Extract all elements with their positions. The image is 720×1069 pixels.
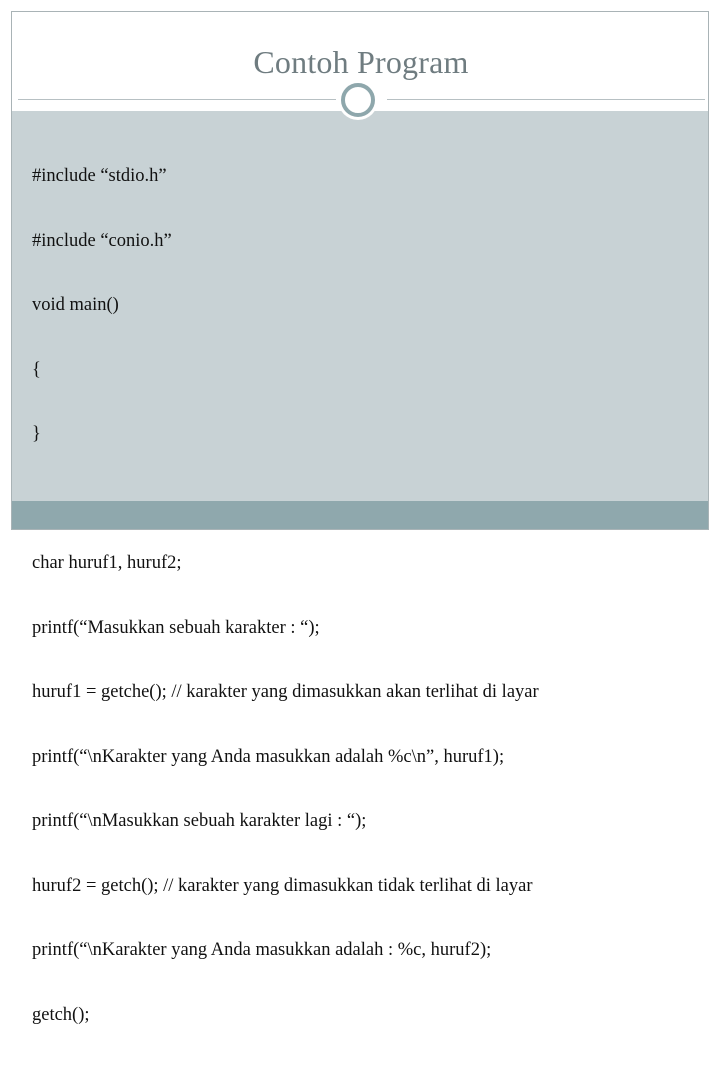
code-line: printf(“\nKarakter yang Anda masukkan adalah : %c, huruf2); — [32, 940, 492, 960]
footer-bar — [12, 501, 708, 529]
code-line: huruf1 = getche(); // karakter yang dimasukkan akan terlihat di layar — [32, 682, 539, 702]
code-line: char huruf1, huruf2; — [32, 553, 182, 573]
code-line: } — [32, 424, 41, 444]
circle-ornament-icon — [338, 80, 378, 120]
code-line: #include “stdio.h” — [32, 166, 167, 186]
code-listing — [32, 123, 702, 1069]
code-line: printf(“\nKarakter yang Anda masukkan adalah %c\n”, huruf1); — [32, 746, 505, 767]
code-line: printf(“\nMasukkan sebuah karakter lagi : “); — [32, 811, 367, 831]
code-line: getch(); — [32, 1004, 90, 1025]
circle-ornament-inner — [341, 83, 375, 117]
slide-title: Contoh Program — [253, 44, 469, 80]
content-area — [12, 111, 708, 1025]
code-line: { — [32, 359, 41, 380]
code-line: printf(“Masukkan sebuah karakter : “); — [32, 617, 320, 638]
slide — [11, 11, 709, 1025]
title-divider-right — [387, 99, 705, 100]
code-line: huruf2 = getch(); // karakter yang dimasukkan tidak terlihat di layar — [32, 875, 533, 896]
code-line: void main() — [32, 295, 119, 315]
code-line: #include “conio.h” — [32, 230, 172, 251]
title-divider-left — [18, 99, 336, 100]
